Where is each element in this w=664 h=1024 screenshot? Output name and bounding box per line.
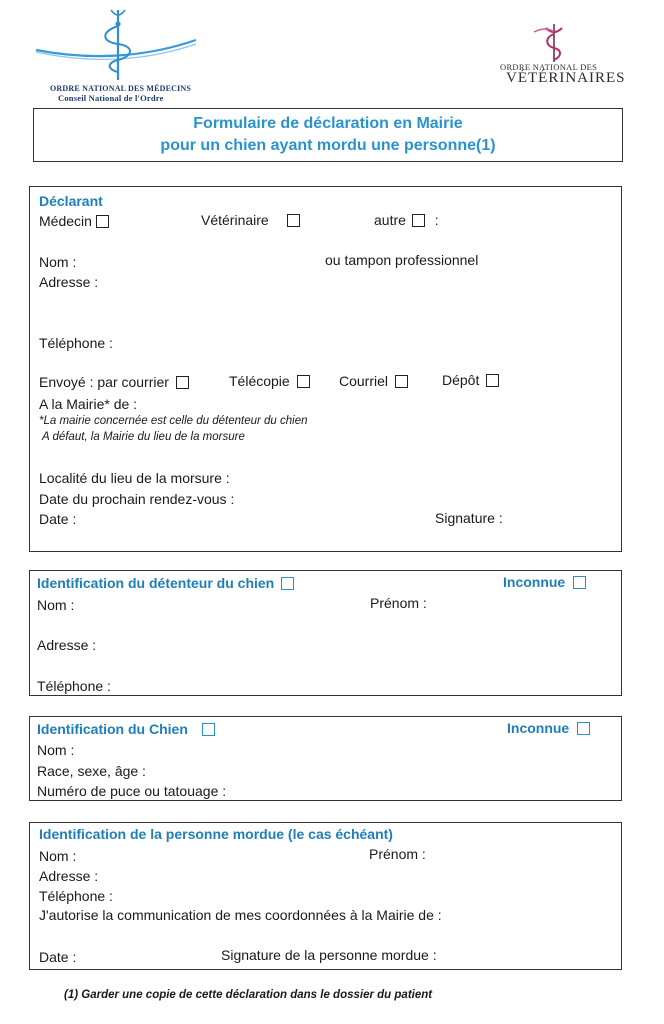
personne-signature-label: Signature de la personne mordue : — [221, 947, 437, 963]
telecopie-checkbox[interactable] — [297, 375, 310, 388]
detenteur-adresse-label: Adresse : — [37, 637, 97, 653]
veterinaire-label: Vétérinaire — [201, 212, 269, 228]
envoye-courrier-option — [39, 374, 189, 390]
detenteur-heading-row — [37, 575, 294, 591]
logo-left-line1: ORDRE NATIONAL DES MÉDECINS — [50, 84, 192, 93]
detenteur-heading: Identification du détenteur du chien — [37, 575, 275, 591]
personne-telephone-label: Téléphone : — [39, 888, 113, 904]
chien-inconnue-option — [507, 720, 590, 736]
veterinaire-option — [201, 212, 300, 228]
logo-left-line2: Conseil National de l'Ordre — [58, 93, 164, 103]
declarant-signature-label: Signature : — [435, 510, 503, 526]
personne-autorise-label: J'autorise la communication de mes coordonnées à la Mairie de : — [39, 907, 442, 923]
detenteur-prenom-label: Prénom : — [370, 595, 427, 611]
autre-checkbox[interactable] — [412, 214, 425, 227]
telecopie-option — [229, 373, 310, 389]
medecin-checkbox[interactable] — [96, 215, 109, 228]
declarant-section — [29, 186, 622, 552]
mairie-label: A la Mairie* de : — [39, 396, 138, 412]
autre-colon: : — [434, 212, 439, 228]
title-line2: pour un chien ayant mordu une personne(1) — [160, 137, 496, 154]
detenteur-section — [29, 570, 622, 696]
declarant-adresse-label: Adresse : — [39, 274, 99, 290]
logo-ordre-medecins — [30, 6, 210, 103]
autre-option — [374, 212, 439, 228]
declarant-nom-label: Nom : — [39, 254, 77, 270]
declarant-date-label: Date : — [39, 511, 77, 527]
chien-inconnue-label: Inconnue — [507, 720, 570, 736]
personne-nom-label: Nom : — [39, 848, 77, 864]
logo-right-line1: ORDRE NATIONAL DES — [500, 62, 598, 72]
chien-nom-label: Nom : — [37, 742, 75, 758]
mairie-note-2: A défaut, la Mairie du lieu de la morsure — [42, 431, 245, 443]
veterinary-emblem-icon — [524, 22, 584, 64]
depot-checkbox[interactable] — [486, 374, 499, 387]
chien-checkbox[interactable] — [202, 723, 215, 736]
depot-option — [442, 372, 499, 388]
personne-date-label: Date : — [39, 949, 77, 965]
footnote: (1) Garder une copie de cette déclaration dans le dossier du patient — [64, 989, 433, 1001]
veterinaire-checkbox[interactable] — [287, 214, 300, 227]
telecopie-label: Télécopie — [229, 373, 290, 389]
mairie-note-1: *La mairie concernée est celle du détenteur du chien — [39, 415, 308, 427]
chien-inconnue-checkbox[interactable] — [577, 722, 590, 735]
depot-label: Dépôt — [442, 372, 480, 388]
detenteur-checkbox[interactable] — [281, 577, 294, 590]
personne-heading: Identification de la personne mordue (le cas échéant) — [39, 826, 393, 842]
logo-ordre-veterinaires — [494, 22, 624, 92]
detenteur-inconnue-label: Inconnue — [503, 574, 566, 590]
caduceus-logo-icon — [30, 6, 210, 84]
title-box — [33, 108, 623, 162]
declarant-telephone-label: Téléphone : — [39, 335, 113, 351]
tampon-label: ou tampon professionnel — [325, 252, 479, 268]
rendezvous-label: Date du prochain rendez-vous : — [39, 491, 235, 507]
medecin-label: Médecin — [39, 213, 92, 229]
chien-race-label: Race, sexe, âge : — [37, 763, 146, 779]
detenteur-inconnue-checkbox[interactable] — [573, 576, 586, 589]
courriel-label: Courriel — [339, 373, 389, 389]
envoye-courrier-label: Envoyé : par courrier — [39, 374, 169, 390]
personne-section — [29, 822, 622, 970]
medecin-option — [39, 213, 109, 229]
personne-adresse-label: Adresse : — [39, 868, 99, 884]
courrier-checkbox[interactable] — [176, 376, 189, 389]
autre-label: autre — [374, 212, 406, 228]
chien-section — [29, 716, 622, 801]
personne-prenom-label: Prénom : — [369, 846, 426, 862]
title-line1: Formulaire de déclaration en Mairie — [193, 115, 463, 132]
chien-puce-label: Numéro de puce ou tatouage : — [37, 783, 227, 799]
detenteur-nom-label: Nom : — [37, 597, 75, 613]
courriel-option — [339, 373, 408, 389]
chien-heading: Identification du Chien — [37, 721, 188, 737]
detenteur-inconnue-option — [503, 574, 586, 590]
declarant-heading: Déclarant — [39, 193, 103, 209]
detenteur-telephone-label: Téléphone : — [37, 678, 111, 694]
localite-label: Localité du lieu de la morsure : — [39, 470, 230, 486]
courriel-checkbox[interactable] — [395, 375, 408, 388]
chien-heading-row — [37, 721, 215, 737]
logo-right-line2: VÉTÉRINAIRES — [506, 70, 626, 86]
